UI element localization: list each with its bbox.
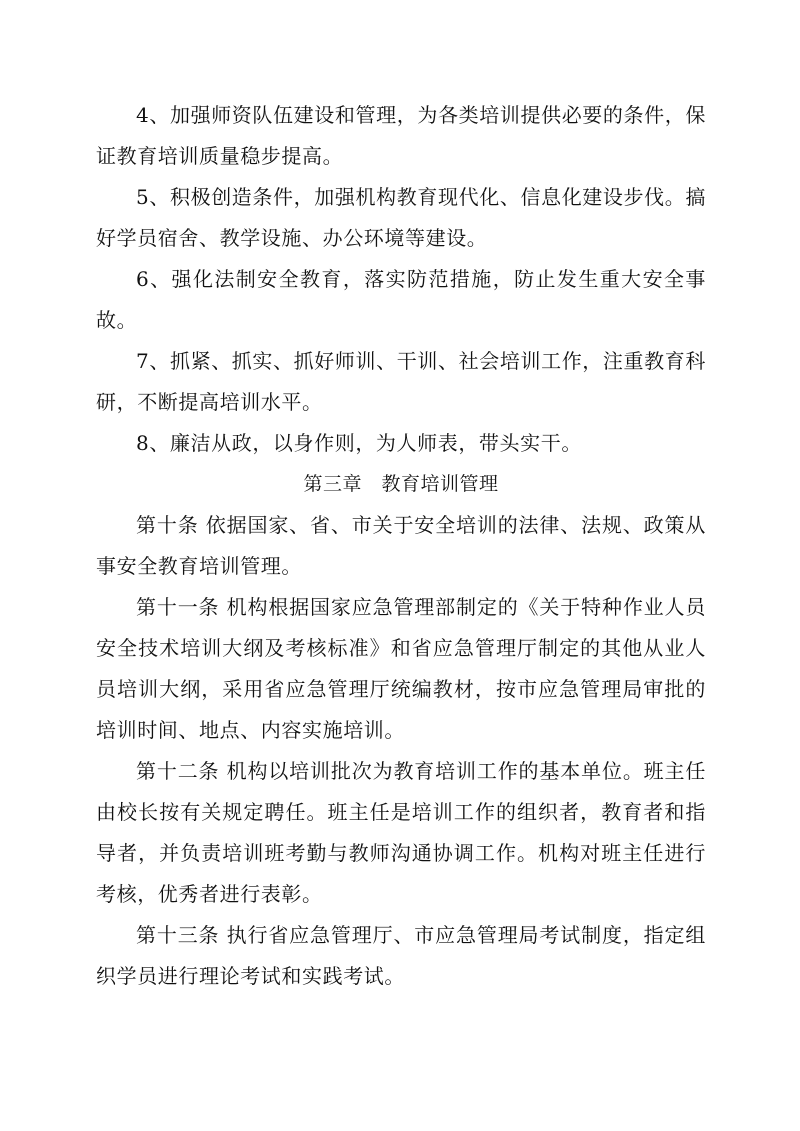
document-body — [96, 95, 706, 997]
paragraph-item-6: 6、强化法制安全教育，落实防范措施，防止发生重大安全事故。 — [96, 267, 706, 332]
paragraph-item-4: 4、加强师资队伍建设和管理，为各类培训提供必要的条件，保证教育培训质量稳步提高。 — [96, 103, 706, 168]
paragraph-item-7: 7、抓紧、抓实、抓好师训、干训、社会培训工作，注重教育科研，不断提高培训水平。 — [96, 349, 706, 414]
paragraph-item-8: 8、廉洁从政，以身作则，为人师表，带头实干。 — [136, 431, 582, 455]
article-12: 第十二条 机构以培训批次为教育培训工作的基本单位。班主任由校长按有关规定聘任。班主任是培训工作的组织者，教育者和指导者，并负责培训班考勤与教师沟通协调工作。机构对班主任进行考核，优秀者进行表彰。 — [96, 759, 706, 906]
article-10: 第十条 依据国家、省、市关于安全培训的法律、法规、政策从事安全教育培训管理。 — [96, 513, 706, 578]
article-13: 第十三条 执行省应急管理厅、市应急管理局考试制度，指定组织学员进行理论考试和实践考试。 — [96, 923, 706, 988]
paragraph-item-5: 5、积极创造条件，加强机构教育现代化、信息化建设步伐。搞好学员宿舍、教学设施、办公环境等建设。 — [96, 185, 706, 250]
chapter-heading: 第三章 教育培训管理 — [303, 473, 499, 495]
article-11: 第十一条 机构根据国家应急管理部制定的《关于特种作业人员安全技术培训大纲及考核标准》和省应急管理厅制定的其他从业人员培训大纲，采用省应急管理厅统编教材，按市应急管理局审批的培训时间、地点、内容实施培训。 — [96, 595, 706, 742]
